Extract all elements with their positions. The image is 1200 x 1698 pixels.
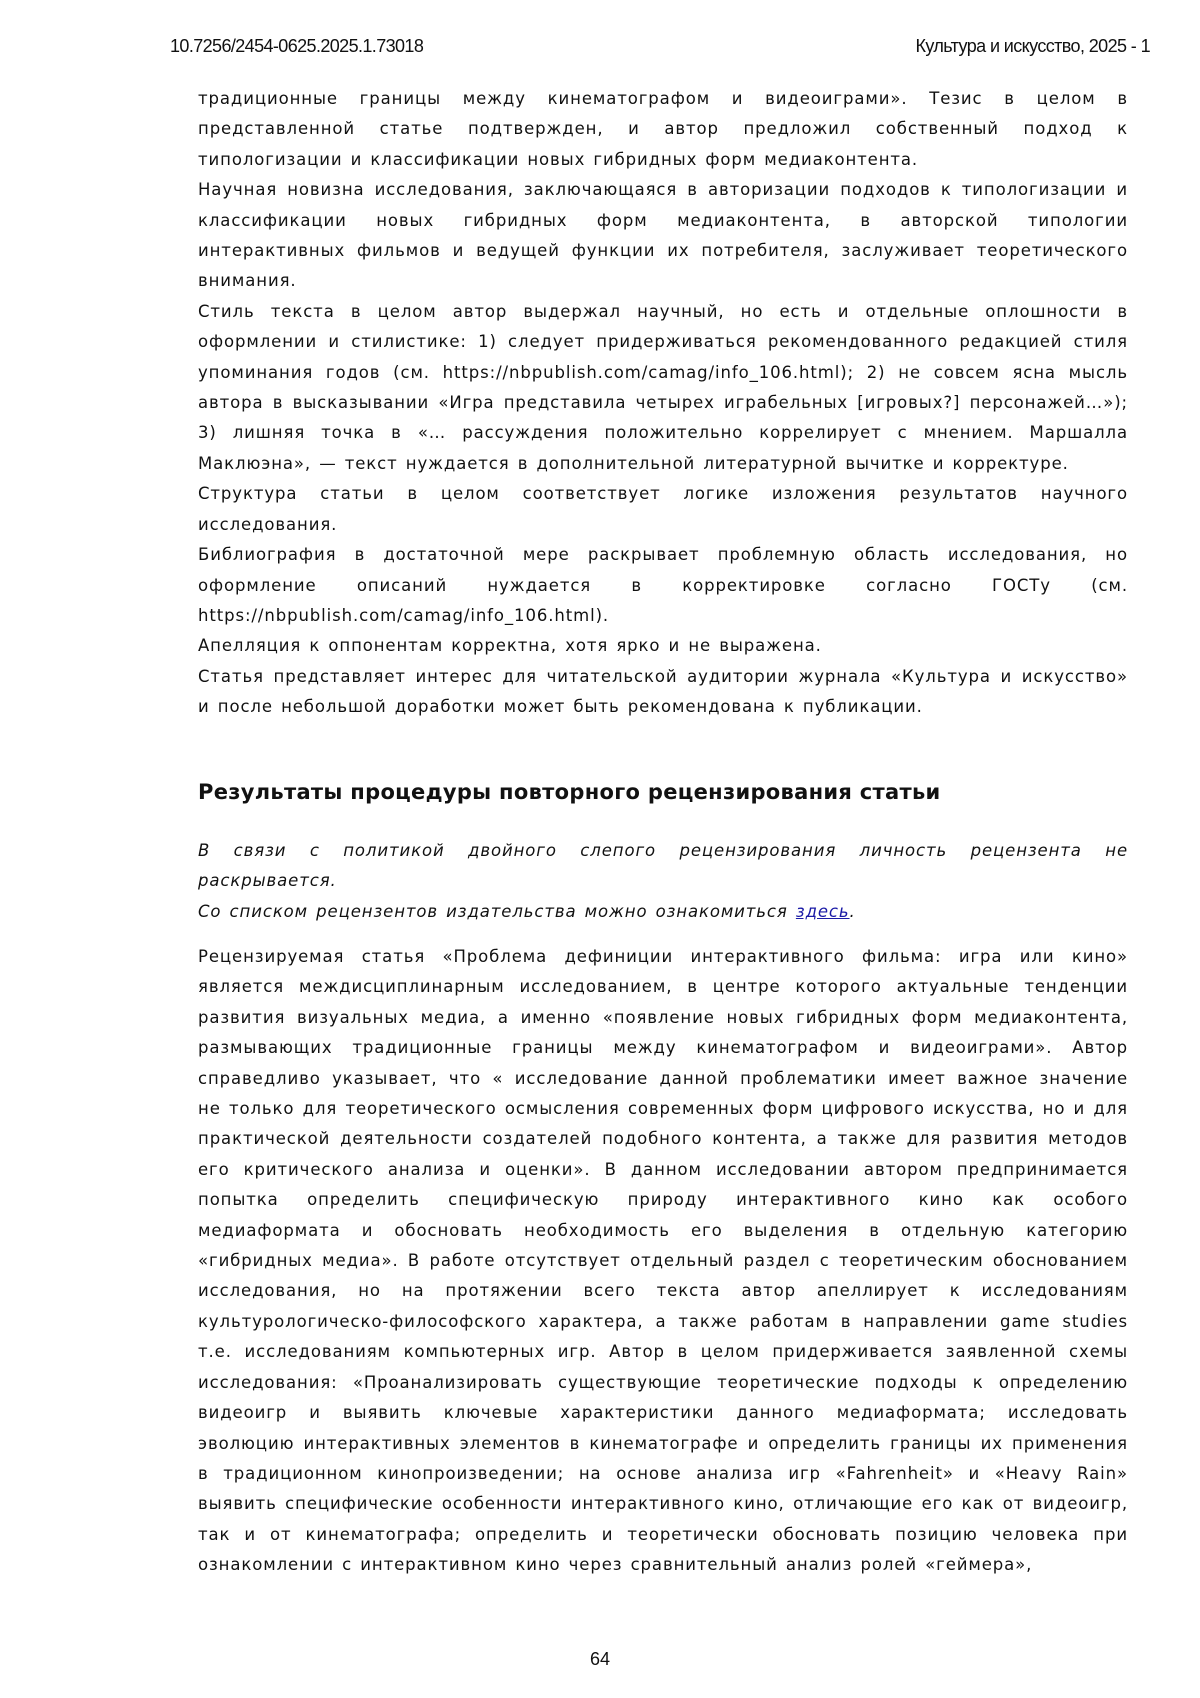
review-one-body (198, 84, 1128, 723)
reviewers-list-note (198, 897, 1128, 927)
review-paragraph: Научная новизна исследования, заключающаяся в авторизации подходов к типологизации и классификации новых гибридных форм медиаконтента, в авторской типологии интерактивных фильмов и ведущей функции их потребителя, заслуживает теоретического внимания. (198, 180, 1128, 291)
review-paragraph: Апелляция к оппонентам корректна, хотя ярко и не выражена. (198, 636, 822, 656)
review-paragraph: Библиография в достаточной мере раскрывает проблемную область исследования, но оформление описаний нуждается в корректировке согласно ГОСТу (см. https://nbpublish.com/camag/info_106.html). (198, 545, 1128, 625)
reviewers-list-link[interactable]: здесь (795, 901, 850, 921)
running-header (170, 36, 1150, 60)
review-two-body (198, 942, 1128, 1581)
doi-label: 10.7256/2454-0625.2025.1.73018 (170, 36, 424, 56)
reviewer-anonymity-note (198, 836, 1128, 927)
section-heading: Результаты процедуры повторного рецензирования статьи (198, 780, 941, 804)
reviewers-list-suffix: . (849, 901, 856, 921)
review-paragraph: Статья представляет интерес для читательской аудитории журнала «Культура и искусство» и после небольшой доработки может быть рекомендована к публикации. (198, 666, 1128, 717)
review-paragraph: Рецензируемая статья «Проблема дефиниции интерактивного фильма: игра или кино» является междисциплинарным исследованием, в центре которого актуальные тенденции развития визуальных медиа, а именно «появление новых гибридных форм медиаконтента, размывающих традиционные границы между кинематографом и видеоиграми». Автор справедливо указывает, что « исследование данной проблематики имеет важное значение не только для теоретического осмысления современных форм цифрового искусства, но и для практической деятельности создателей подобного контента, а также для развития методов его критического анализа и оценки». В данном исследовании автором предпринимается попытка определить специфическую природу интерактивного кино как особого медиаформата и обосновать необходимость его выделения в отдельную категорию «гибридных медиа». В работе отсутствует отдельный раздел с теоретическим обоснованием исследования, но на протяжении всего текста автор апеллирует к исследованиям культурологическо-философского характера, а также работам в направлении game studies т.е. исследованиям компьютерных игр. Автор в целом придерживается заявленной схемы исследования: «Проанализировать существующие теоретические подходы к определению видеоигр и выявить ключевые характеристики данного медиаформата; исследовать эволюцию интерактивных элементов в кинематографе и определить границы их применения в традиционном кинопроизведении; на основе анализа игр «Fahrenheit» и «Heavy Rain» выявить специфические особенности интерактивного кино, отличающие его как от видеоигр, так и от кинематографа; определить и теоретически обосновать позицию человека при ознакомлении с интерактивном кино через сравнительный анализ ролей «геймера», (198, 947, 1128, 1575)
reviewers-list-prefix: Со списком рецензентов издательства можно ознакомиться (198, 901, 796, 921)
main-content (198, 84, 1128, 1575)
journal-issue-label: Культура и искусство, 2025 - 1 (915, 36, 1150, 56)
review-paragraph: Структура статьи в целом соответствует логике изложения результатов научного исследования. (198, 484, 1128, 534)
page-number: 64 (589, 1649, 611, 1669)
review-paragraph: Стиль текста в целом автор выдержал научный, но есть и отдельные оплошности в оформлении и стилистике: 1) следует придерживаться рекомендованного редакцией стиля упоминания годов (см. https://nbpublish.com/camag/info_106.html); 2) не совсем ясна мысль автора в высказывании «Игра представила четырех играбельных [игровых?] персонажей…»); 3) лишняя точка в «… рассуждения положительно коррелирует с мнением. Маршалла Маклюэна», — текст нуждается в дополнительной литературной вычитке и корректуре. (198, 301, 1128, 473)
review-paragraph: традиционные границы между кинематографом и видеоиграми». Тезис в целом в представленной статье подтвержден, и автор предложил собственный подход к типологизации и классификации новых гибридных форм медиаконтента. (198, 89, 1128, 169)
anonymity-note-text: В связи с политикой двойного слепого рецензирования личность рецензента не раскрывается. (198, 841, 1128, 891)
